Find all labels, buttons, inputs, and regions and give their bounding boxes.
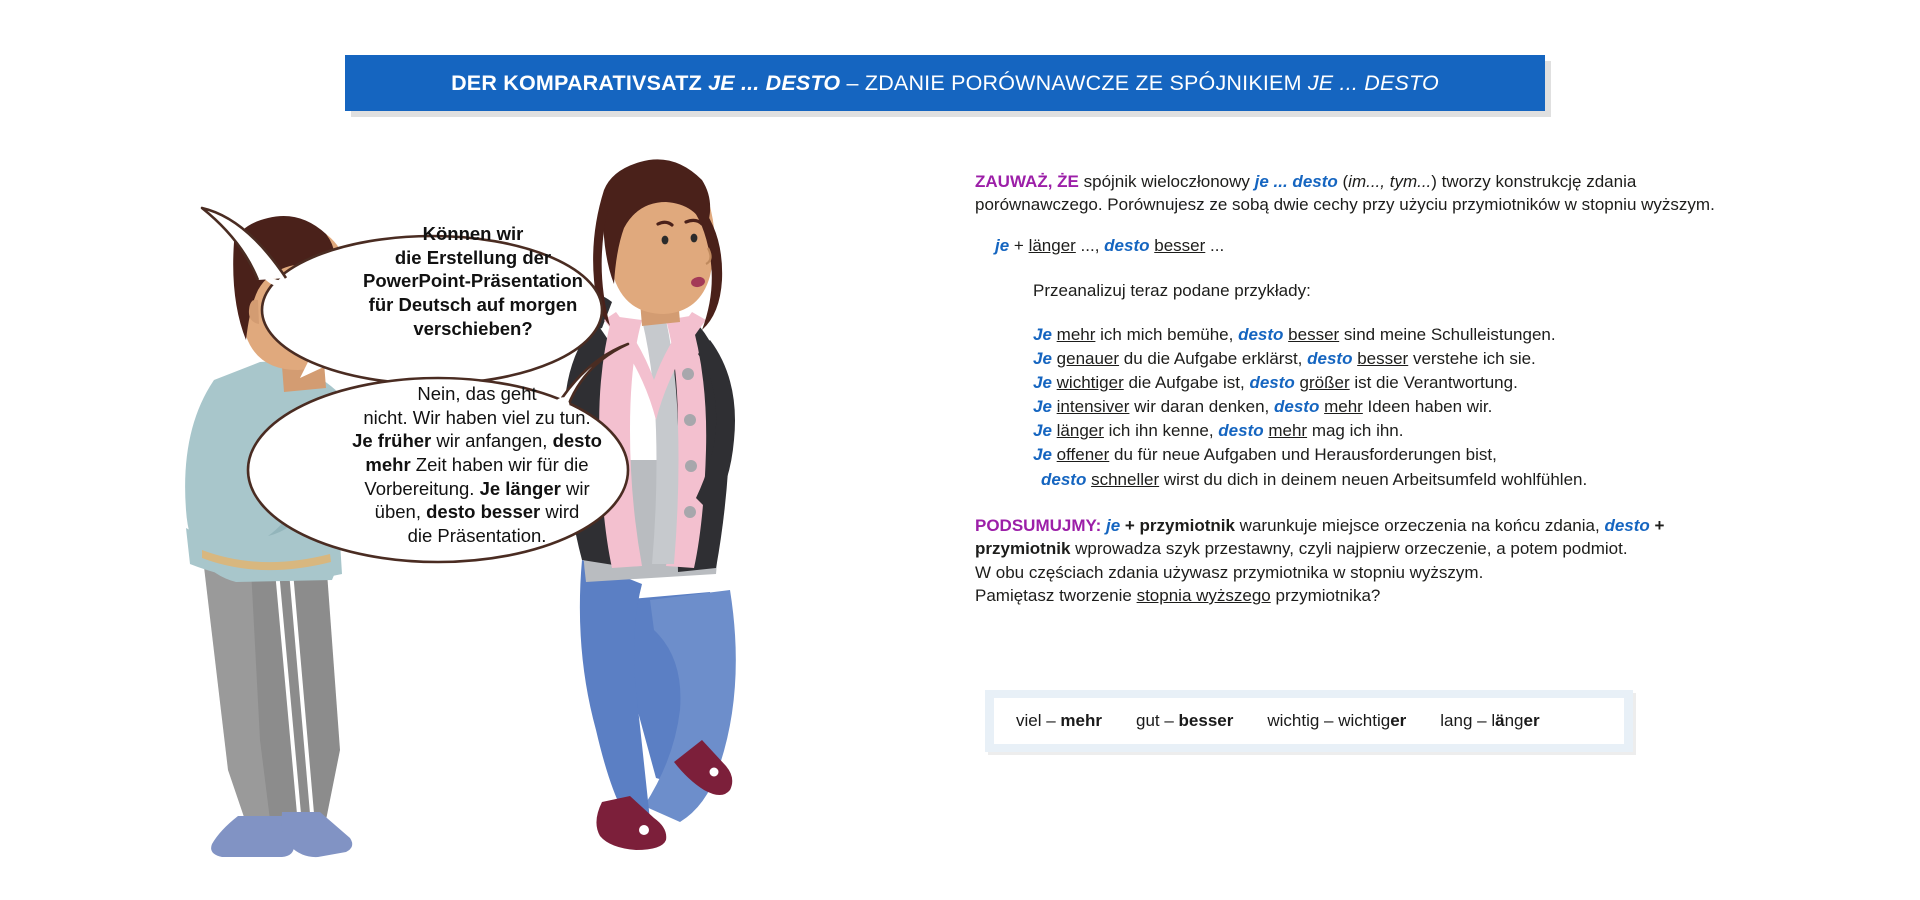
speech-bubble-2-line xyxy=(327,382,627,406)
comparative-item xyxy=(1267,711,1406,731)
example-adjective-2: mehr xyxy=(1324,397,1363,417)
example-adjective-1: wichtiger xyxy=(1056,373,1124,393)
header-title-separator: – xyxy=(840,70,865,95)
comparative-base: viel – xyxy=(1016,711,1061,730)
example-adjective-2: besser xyxy=(1357,348,1409,368)
bubble-text-run: wir xyxy=(560,477,590,499)
formula-adjective-2: besser xyxy=(1154,235,1206,255)
speech-bubble-1-line: die Erstellung der xyxy=(394,246,552,268)
comparative-item xyxy=(1440,711,1539,731)
bubble-text-run: Nein, das geht xyxy=(417,383,537,404)
speech-bubble-2-line xyxy=(327,477,627,501)
example-adjective-1: länger xyxy=(1056,421,1104,441)
summary-text-1: + przymiotnik xyxy=(1120,515,1235,535)
example-tail: Ideen haben wir. xyxy=(1362,397,1493,417)
summary-desto: desto xyxy=(1604,515,1650,535)
intro-text-2: tworzy konstrukcję zdania porównawczego. Porównujesz ze sobą dwie cechy przy użyciu przymiotników w stopniu wyższym. xyxy=(975,172,1715,215)
comparative-form: besser xyxy=(1178,711,1234,730)
example-mid: du für neue Aufgaben und Herausforderungen bist, xyxy=(1109,445,1497,465)
comparative-form: mehr xyxy=(1060,711,1102,730)
intro-paren-close: ) xyxy=(1431,172,1442,191)
intro-polish-equivalent: im..., tym... xyxy=(1348,172,1432,191)
example-tail: mag ich ihn. xyxy=(1307,421,1404,441)
header-banner xyxy=(345,55,1545,111)
example-sentence xyxy=(1033,443,1735,467)
speech-bubble-2-line xyxy=(327,524,627,548)
example-mid: die Aufgabe ist, xyxy=(1123,373,1250,393)
bubble-emphasis: mehr xyxy=(365,454,411,476)
formula-dots-1: ..., xyxy=(1075,235,1105,255)
summary-text-3: + przymiotnik xyxy=(975,515,1665,559)
example-adjective-1: mehr xyxy=(1056,324,1096,344)
comparatives-box xyxy=(985,690,1633,752)
example-sentence xyxy=(1033,395,1735,419)
summary-stopien-wyzszy: stopnia wyższego xyxy=(1136,586,1271,606)
comparative-item xyxy=(1136,711,1233,731)
example-sentence-continuation xyxy=(1033,468,1735,492)
summary-je: je xyxy=(1105,515,1121,535)
summary-text-2: warunkuje miejsce orzeczenia na końcu zdania, xyxy=(1234,515,1605,535)
bubble-emphasis: Je länger xyxy=(479,477,561,499)
comparative-form: ä xyxy=(1495,711,1505,730)
example-sentence xyxy=(1033,371,1735,395)
bubble-text-run: Vorbereitung. xyxy=(364,477,480,499)
formula-dots-2: ... xyxy=(1205,235,1225,255)
comparative-item xyxy=(1016,711,1102,731)
example-desto: desto xyxy=(1218,421,1264,441)
speech-bubble-1-line: für Deutsch auf morgen xyxy=(368,294,578,316)
header-title-de-keyword: JE ... DESTO xyxy=(708,70,841,95)
comparative-base: gut – xyxy=(1136,711,1179,730)
example-mid: wir daran denken, xyxy=(1129,397,1275,417)
example-mid: ich mich bemühe, xyxy=(1095,324,1239,344)
examples-list xyxy=(1033,323,1735,492)
example-tail: sind meine Schulleistungen. xyxy=(1339,324,1556,344)
speech-bubble-2-line xyxy=(327,406,627,430)
example-mid: ich ihn kenne, xyxy=(1103,421,1219,441)
comparative-base: lang – l xyxy=(1440,711,1496,730)
example-desto: desto xyxy=(1249,373,1295,393)
example-desto: desto xyxy=(1238,324,1284,344)
example-je: Je xyxy=(1033,445,1052,465)
example-adjective-2: besser xyxy=(1288,324,1340,344)
summary-text-6b: przymiotnika? xyxy=(1270,586,1381,606)
bubble-emphasis: Je früher xyxy=(352,430,432,452)
comparative-form-2: er xyxy=(1523,711,1540,730)
example-sentence xyxy=(1033,347,1735,371)
example-sentence xyxy=(1033,323,1735,347)
bubble-emphasis: desto besser xyxy=(426,501,541,523)
explanation-panel xyxy=(975,170,1735,608)
speech-bubble-2-line xyxy=(327,500,627,524)
bubble-text-run: üben, xyxy=(374,501,427,523)
summary-text-5: W obu częściach zdania używasz przymiotnika w stopniu wyższym. xyxy=(975,562,1484,582)
comparative-form: er xyxy=(1390,711,1407,730)
example-mid: du die Aufgabe erklärst, xyxy=(1119,348,1308,368)
bubble-text-run: wir anfangen, xyxy=(431,430,553,452)
example-adjective-2: schneller xyxy=(1091,469,1160,489)
example-tail: ist die Verantwortung. xyxy=(1349,373,1518,393)
bubble-text-run: die Präsentation. xyxy=(407,525,547,547)
intro-paragraph xyxy=(975,170,1735,217)
example-adjective-2: größer xyxy=(1299,373,1350,393)
page-title xyxy=(451,71,1439,96)
example-desto: desto xyxy=(1307,348,1353,368)
bubble-text-run: Zeit haben wir für die xyxy=(410,454,589,476)
bubble-emphasis: desto xyxy=(552,430,602,452)
example-je: Je xyxy=(1033,324,1052,344)
summary-text-4: wprowadza szyk przestawny, czyli najpierw orzeczenie, a potem podmiot. xyxy=(1070,539,1628,559)
header-title-pl: ZDANIE PORÓWNAWCZE ZE SPÓJNIKIEM xyxy=(864,70,1308,95)
intro-paren-open: ( xyxy=(1337,172,1349,191)
speech-bubble-2-line xyxy=(327,453,627,477)
summary-text-6a: Pamiętasz tworzenie xyxy=(975,586,1137,606)
example-je: Je xyxy=(1033,421,1052,441)
example-adjective-1: genauer xyxy=(1056,348,1120,368)
formula-je: je xyxy=(995,235,1010,255)
formula-desto: desto xyxy=(1104,235,1150,255)
example-tail: wirst du dich in deinem neuen Arbeitsumfeld wohlfühlen. xyxy=(1159,469,1588,489)
zauwaz-ze-label: ZAUWAŻ, ŻE xyxy=(975,172,1079,191)
example-sentence xyxy=(1033,419,1735,443)
bubble-text-run: nicht. Wir haben viel zu tun. xyxy=(363,406,591,428)
header-title-pl-keyword: JE ... DESTO xyxy=(1307,70,1439,95)
speech-bubble-2-line xyxy=(327,429,627,453)
speech-bubble-2-text xyxy=(327,382,627,548)
example-adjective-2: mehr xyxy=(1268,421,1308,441)
je-desto-keyword: je ... desto xyxy=(1254,172,1338,191)
speech-bubble-1-line: Können wir xyxy=(422,223,524,244)
comparatives-list xyxy=(994,698,1624,744)
example-je: Je xyxy=(1033,397,1052,417)
example-adjective-1: intensiver xyxy=(1056,397,1130,417)
bubble-text-run: wird xyxy=(540,501,580,523)
intro-text-1: spójnik wieloczłonowy xyxy=(1078,172,1255,191)
summary-paragraph xyxy=(975,514,1735,608)
comparative-suffix: ng xyxy=(1504,711,1524,730)
header-title-de: DER KOMPARATIVSATZ xyxy=(451,70,709,95)
speech-bubble-1-line: verschieben? xyxy=(413,317,533,339)
example-desto: desto xyxy=(1274,397,1320,417)
comparative-base: wichtig – wichtig xyxy=(1267,711,1391,730)
examples-intro-text: Przeanalizuj teraz podane przykłady: xyxy=(1033,281,1311,301)
formula-line xyxy=(995,234,1735,257)
example-adjective-1: offener xyxy=(1056,445,1110,465)
speech-bubble-1-text xyxy=(338,222,608,340)
example-je: Je xyxy=(1033,373,1052,393)
example-tail: verstehe ich sie. xyxy=(1408,348,1536,368)
example-desto: desto xyxy=(1041,469,1087,489)
formula-adjective-1: länger xyxy=(1028,235,1076,255)
example-je: Je xyxy=(1033,348,1052,368)
formula-plus: + xyxy=(1009,235,1029,255)
speech-bubble-1-line: PowerPoint-Präsentation xyxy=(363,270,583,292)
podsumujmy-label: PODSUMUJMY: xyxy=(975,515,1102,535)
